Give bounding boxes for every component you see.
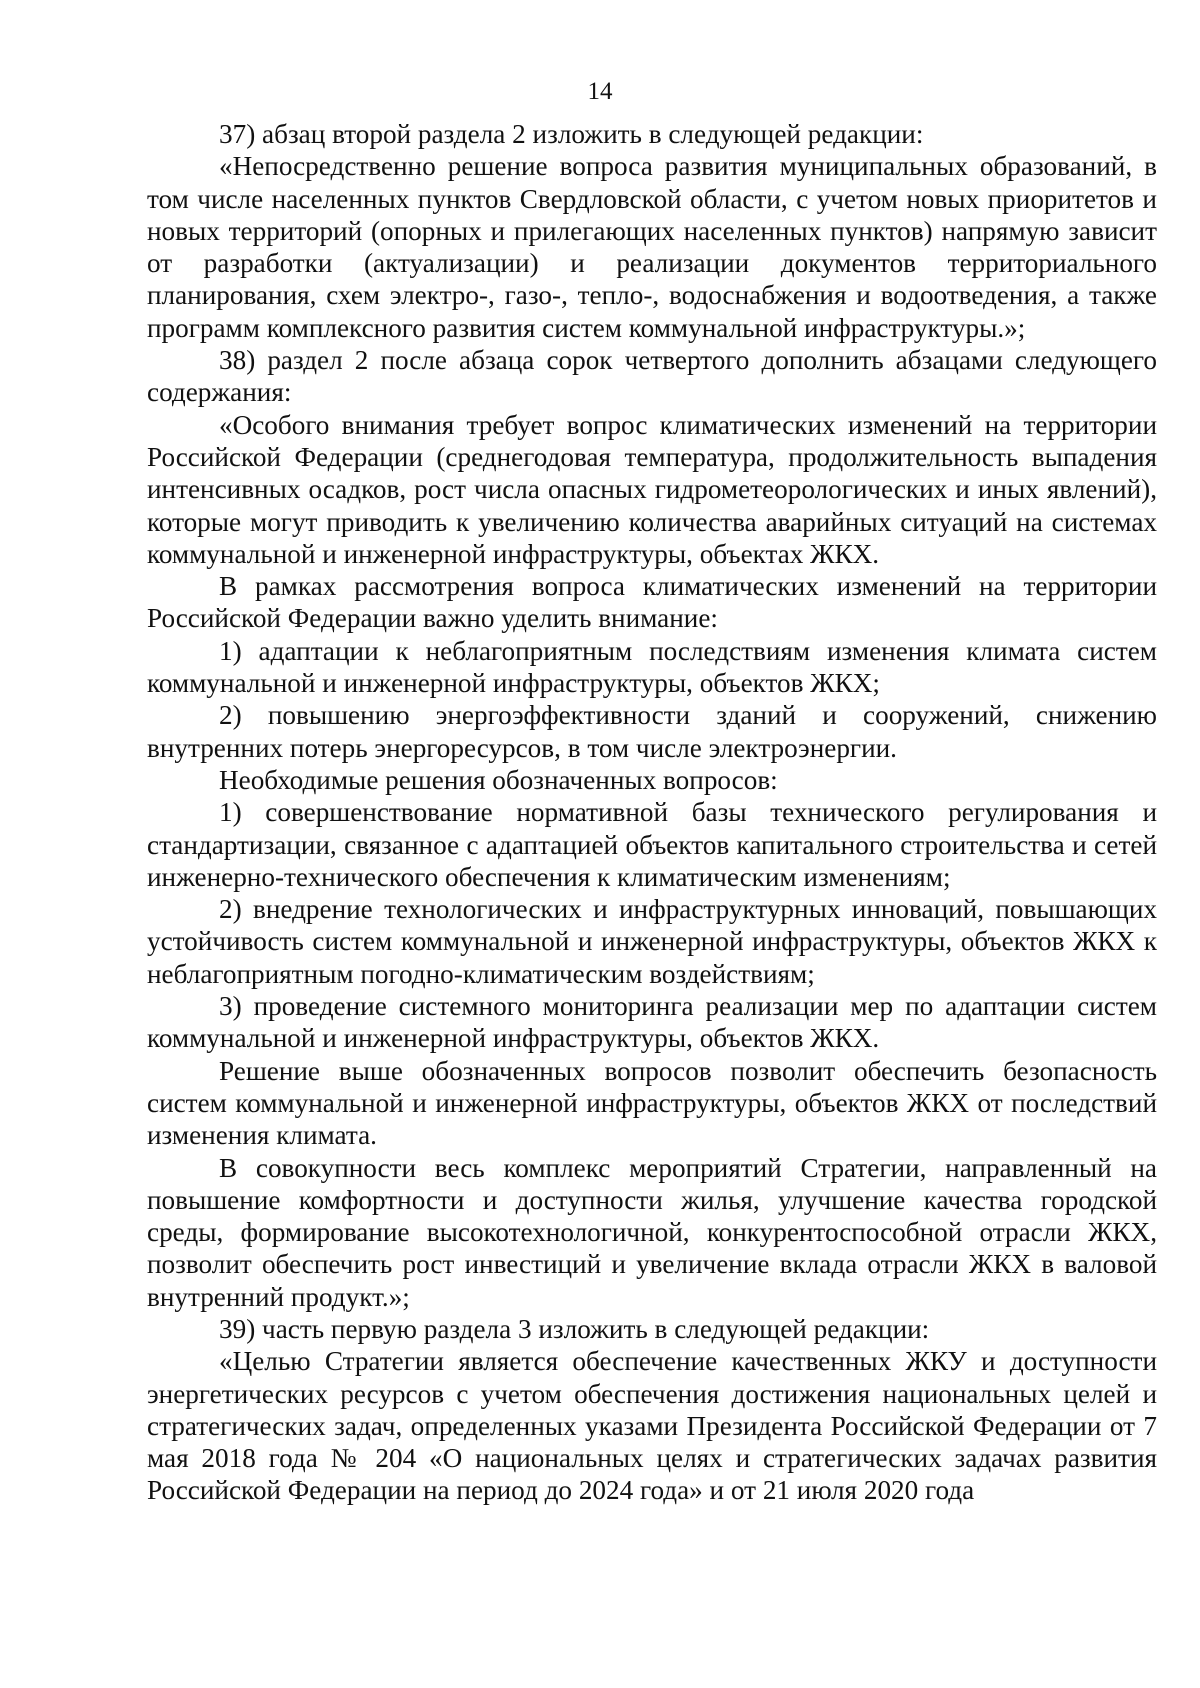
paragraph-attention-point-2: 2) повышению энергоэффективности зданий и сооружений, снижению внутренних потерь энергоресурсов, в том числе электроэнергии. [147,700,1157,763]
paragraph-climate-changes: «Особого внимания требует вопрос климатических изменений на территории Российской Федерации (среднегодовая температура, продолжительность выпадения интенсивных осадков, рост числа опасных гидрометеорологических и иных явлений), которые могут приводить к увеличению количества аварийных ситуаций на системах коммунальной и инженерной инфраструктуры, объектах ЖКХ. [147,409,1157,569]
paragraph-necessary-solutions: Необходимые решения обозначенных вопросов: [219,764,778,795]
paragraph-climate-attention: В рамках рассмотрения вопроса климатических изменений на территории Российской Федерации важно уделить внимание: [147,571,1157,634]
paragraph-strategy-goal: «Целью Стратегии является обеспечение качественных ЖКУ и доступности энергетических ресурсов с учетом обеспечения достижения национальных целей и стратегических задач, определенных указами Президента Российской Федерации от 7 мая 2018 года № 204 «О национальных целях и стратегических задачах развития Российской Федерации на период до 2024 года» и от 21 июля 2020 года [147,1346,1157,1506]
paragraph-item-38: 38) раздел 2 после абзаца сорок четвертого дополнить абзацами следующего содержания: [147,345,1157,408]
paragraph-item-39: 39) часть первую раздела 3 изложить в следующей редакции: [219,1313,930,1344]
paragraph-solution-point-1: 1) совершенствование нормативной базы технического регулирования и стандартизации, связанное с адаптацией объектов капитального строительства и сетей инженерно-технического обеспечения к климатическим изменениям; [147,797,1157,892]
document-body [147,118,1157,1507]
paragraph-safety-outcome: Решение выше обозначенных вопросов позволит обеспечить безопасность систем коммунальной и инженерной инфраструктуры, объектов ЖКХ от последствий изменения климата. [147,1055,1157,1151]
paragraph-solution-point-2: 2) внедрение технологических и инфраструктурных инноваций, повышающих устойчивость систем коммунальной и инженерной инфраструктуры, объектов ЖКХ к неблагоприятным погодно-климатическим воздействиям; [147,894,1157,989]
page-number: 14 [587,78,613,105]
paragraph-quote-section-2: «Непосредственно решение вопроса развития муниципальных образований, в том числе населенных пунктов Свердловской области, с учетом новых приоритетов и новых территорий (опорных и прилегающих населенных пунктов) напрямую зависит от разработки (актуализации) и реализации документов территориального планирования, схем электро-, газо-, тепло-, водоснабжения и водоотведения, а также программ комплексного развития систем коммунальной инфраструктуры.»; [147,151,1157,343]
paragraph-item-37: 37) абзац второй раздела 2 изложить в следующей редакции: [219,119,924,149]
paragraph-strategy-summary: В совокупности весь комплекс мероприятий Стратегии, направленный на повышение комфортности и доступности жилья, улучшение качества городской среды, формирование высокотехнологичной, конкурентоспособной отрасли ЖКХ, позволит обеспечить рост инвестиций и увеличение вклада отрасли ЖКХ в валовой внутренний продукт.»; [147,1152,1157,1312]
paragraph-attention-point-1: 1) адаптации к неблагоприятным последствиям изменения климата систем коммунальной и инженерной инфраструктуры, объектов ЖКХ; [147,635,1157,699]
paragraph-solution-point-3: 3) проведение системного мониторинга реализации мер по адаптации систем коммунальной и инженерной инфраструктуры, объектов ЖКХ. [147,991,1157,1054]
